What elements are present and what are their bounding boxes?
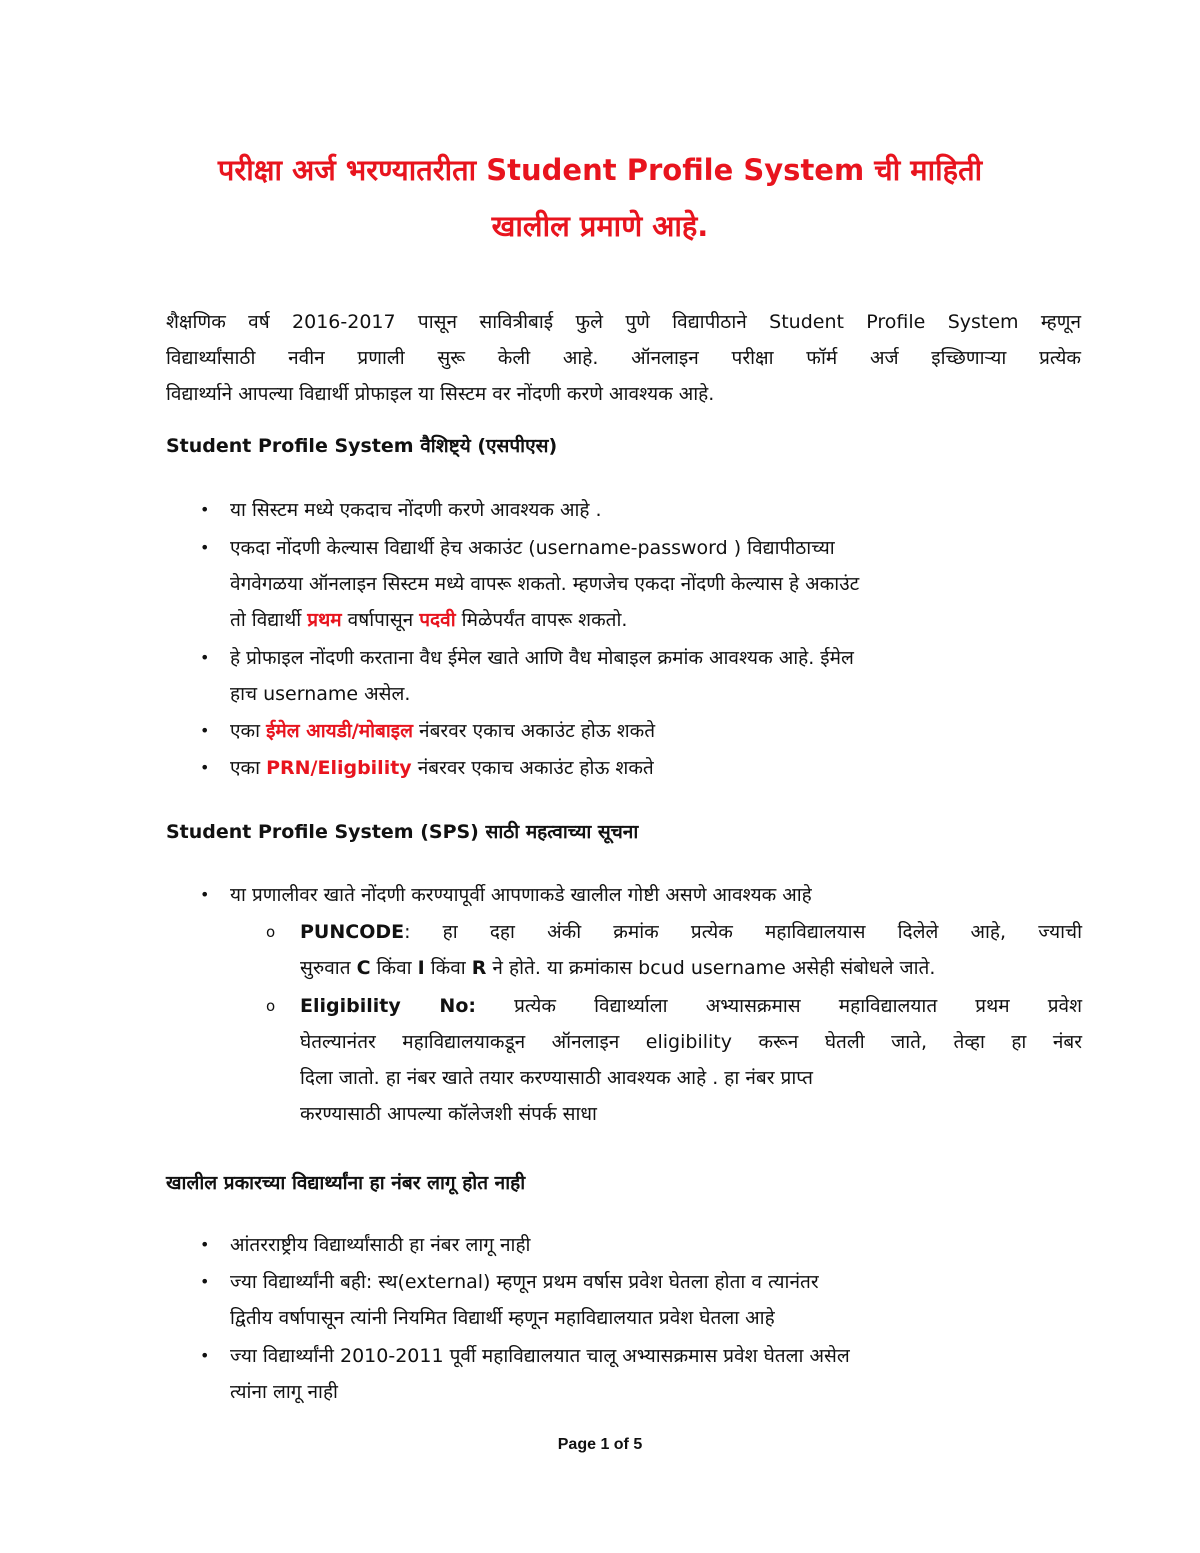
- intro-line-3: विद्यार्थ्याने आपल्या विद्यार्थी प्रोफाइल या सिस्टम वर नोंदणी करणे आवश्यक आहे.: [166, 383, 715, 405]
- circle-bullet-icon: o: [266, 923, 276, 941]
- page-title-line-1: परीक्षा अर्ज भरण्यातरीता Student Profile System ची माहिती: [217, 153, 983, 187]
- highlight-degree: पदवी: [419, 609, 456, 631]
- section-heading-features: Student Profile System वैशिष्ट्ये (एसपीएस): [166, 435, 558, 457]
- bullet-icon: •: [200, 721, 210, 740]
- bullet-icon: •: [200, 1346, 210, 1365]
- bullet-icon: •: [200, 758, 210, 777]
- page-number: Page 1 of 5: [557, 1436, 643, 1453]
- bullet-icon: •: [200, 885, 210, 904]
- bullet-icon: •: [200, 1272, 210, 1291]
- highlight-email-mobile: ईमेल आयडी/मोबाइल: [266, 720, 413, 742]
- document-page: परीक्षा अर्ज भरण्यातरीता Student Profile System ची माहिती खालील प्रमाणे आहे. शैक्षणिक वर्ष 2016-2017 पासून सावित्रीबाई फुले पुणे विद्यापीठाने Student Profile System म्हणून विद्यार्थ्यांसाठी नवीन प्रणाली सुरू केली आहे. ऑनलाइन परीक्षा फॉर्म अर्ज इच्छिणाऱ्या प्रत्येक विद्यार्थ्याने आपल्या विद्यार्थी प्रोफाइल या सिस्टम वर नोंदणी करणे आवश्यक आहे. Student Profile System वैशिष्ट्ये (एसपीएस) • या सिस्टम मध्ये एकदाच नोंदणी करणे आवश्यक आहे . • एकदा नोंदणी केल्यास विद्यार्थी हेच अकाउंट (username-password ) विद्यापीठाच्या वेगवेगळया ऑनलाइन सिस्टम मध्ये वापरू शकतो. म्हणजेच एकदा नोंदणी केल्यास हे अकाउंट तो विद्यार्थी प्रथम वर्षापासून पदवी मिळेपर्यंत वापरू शकतो. • हे प्रोफाइल नोंदणी करताना वैध ईमेल खाते आणि वैध मोबाइल क्रमांक आवश्यक आहे. ईमेल हाच username असेल. • एका ईमेल आयडी/मोबाइल नंबरवर एकाच अकाउंट होऊ शकते • एका PRN/Eligbility नंबरवर एकाच अकाउंट होऊ शकते Student Profile System (SPS) साठी महत्वाच्या सूचना • या प्रणालीवर खाते नोंदणी करण्यापूर्वी आपणाकडे खालील गोष्टी असणे आवश्यक आहे o PUNCODE: हा दहा अंकी क्रमांक प्रत्येक महाविद्यालयास दिलेले आहे, ज्याची सुरुवात C किंवा I किंवा R ने होते. या क्रमांकास bcud username असेही संबोधले जाते. o Eligibility No: प्रत्येक विद्यार्थ्याला अभ्यासक्रमास महाविद्यालयात प्रथम प्रवेश घेतल्यानंतर महाविद्यालयाकडून ऑनलाइन eligibility करून घेतली जाते, तेव्हा हा नंबर दिला जातो. हा नंबर खाते तयार करण्यासाठी आवश्यक आहे . हा नंबर प्राप्त करण्यासाठी आपल्या कॉलेजशी संपर्क साधा खालील प्रकारच्या विद्यार्थ्यांना हा नंबर लागू होत नाही • आंतरराष्ट्रीय विद्यार्थ्यांसाठी हा नंबर लागू नाही • ज्या विद्यार्थ्यांनी बही: स्थ(external) म्हणून प्रथम वर्षास प्रवेश घेतला होता व त्यानंतर द्वितीय वर्षापासून त्यांनी नियमित विद्यार्थी म्हणून महाविद्यालयात प्रवेश घेतला आहे • ज्या विद्यार्थ्यांनी 2010-2011 पूर्वी महाविद्यालयात चालू अभ्यासक्रमास प्रवेश घेतला असेल त्यांना लागू नाही Page 1 of 5: [0, 0, 1200, 1553]
- intro-line-2: विद्यार्थ्यांसाठी नवीन प्रणाली सुरू केली आहे. ऑनलाइन परीक्षा फॉर्म अर्ज इच्छिणाऱ्या प्रत्येक: [166, 347, 1081, 369]
- intro-line-1: शैक्षणिक वर्ष 2016-2017 पासून सावित्रीबाई फुले पुणे विद्यापीठाने Student Profile System म्हणून: [166, 311, 1081, 333]
- section-heading-instructions: Student Profile System (SPS) साठी महत्वाच्या सूचना: [166, 821, 639, 843]
- highlight-first-year: प्रथम: [307, 609, 342, 631]
- bullet-icon: •: [200, 1235, 210, 1254]
- page-title-line-2: खालील प्रमाणे आहे.: [491, 209, 709, 243]
- bullet-icon: •: [200, 500, 210, 519]
- highlight-prn-eligibility: PRN/Eligbility: [266, 757, 412, 779]
- bullet-icon: •: [200, 538, 210, 557]
- section-heading-not-applicable: खालील प्रकारच्या विद्यार्थ्यांना हा नंबर लागू होत नाही: [166, 1172, 526, 1194]
- intro-paragraph: [166, 304, 1081, 412]
- circle-bullet-icon: o: [266, 997, 276, 1015]
- bullet-icon: •: [200, 648, 210, 667]
